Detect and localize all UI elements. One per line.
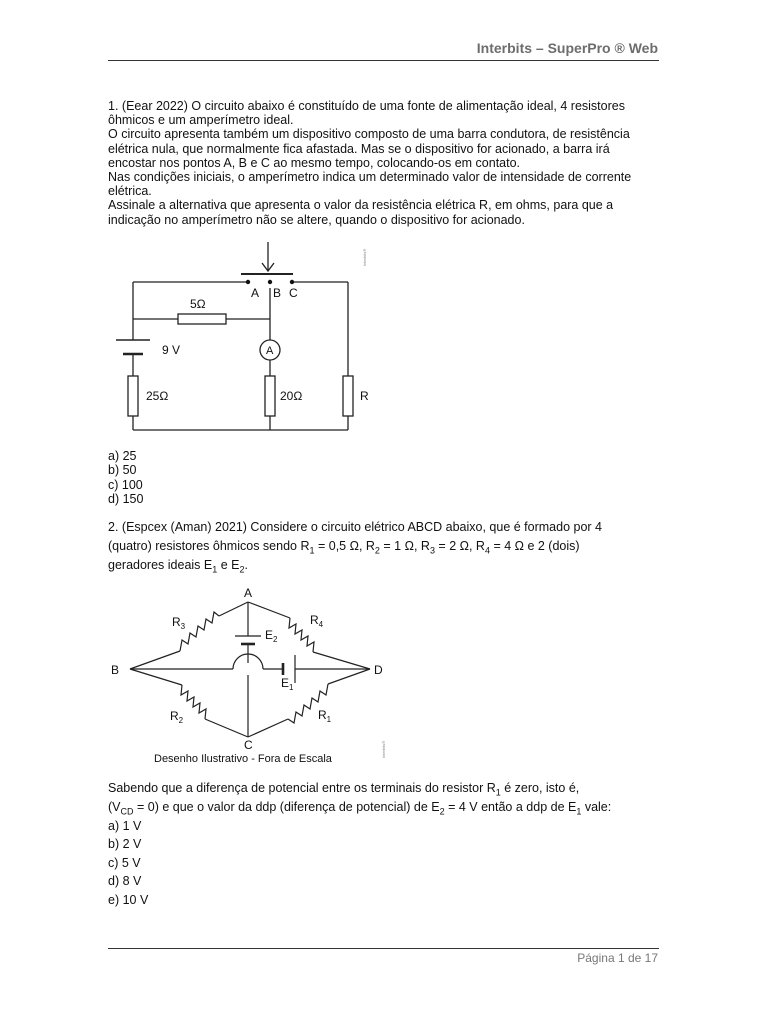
label-r3: [172, 615, 186, 631]
resistor-25ohm: [128, 376, 138, 416]
q2-after2-a: (V: [108, 800, 121, 814]
label-e2-sub: 2: [273, 635, 278, 644]
label-point-b: B: [273, 286, 282, 300]
q2-line-2: [108, 537, 660, 556]
wire-r2-top: [130, 669, 182, 685]
label-e2-main: E: [265, 628, 274, 642]
q1-line-3: O circuito apresenta também um dispositivo composto de uma barra condutora, de resistência: [108, 127, 630, 142]
label-e1: [281, 676, 294, 692]
label-node-c: C: [244, 738, 253, 752]
q2-l2-e: = 4 Ω e 2 (dois): [489, 539, 580, 553]
label-r3-sub: 3: [180, 622, 186, 631]
label-r4-sub: 4: [318, 620, 324, 629]
q1-line-1: [108, 99, 660, 113]
q2-after2-d: vale:: [581, 800, 612, 814]
label-node-d: D: [374, 663, 383, 677]
figure-2-watermark: Interbits®: [381, 740, 386, 758]
label-ammeter: A: [266, 345, 274, 357]
q2-l2-c: = 1 Ω, R: [379, 539, 430, 553]
figure-2-caption: Desenho Ilustrativo - Fora de Escala: [154, 753, 332, 763]
q2-after2-sub: CD: [120, 806, 134, 817]
wire-r2-bottom: [205, 719, 248, 737]
label-node-a: A: [244, 586, 253, 600]
label-r2-main: R: [170, 709, 179, 723]
resistor-r2: [181, 685, 206, 719]
label-point-a: A: [251, 286, 260, 300]
q1-line-9: indicação no amperímetro não se altere, quando o dispositivo for acionado.: [108, 212, 525, 227]
question-2-statement: [108, 779, 660, 817]
q2-after1-sub: 1: [495, 787, 501, 798]
q1-line-6: Nas condições iniciais, o amperímetro indica um determinado valor de intensidade de corrente: [108, 170, 632, 185]
q2-l3-c: .: [244, 558, 248, 572]
q2-option-b: b) 2 V: [108, 837, 142, 852]
q1-line-8: Assinale a alternativa que apresenta o valor da resistência elétrica R, em ohms, para que a: [108, 198, 614, 213]
question-2-text: [108, 518, 660, 575]
wire-r1-bottom: [248, 719, 288, 737]
q2-line-3: [108, 556, 660, 575]
q2-number: 2.: [108, 520, 119, 534]
resistor-r: [343, 376, 353, 416]
page-header-title: Interbits – SuperPro ® Web: [476, 40, 658, 56]
q1-line-7: elétrica.: [108, 184, 152, 199]
q1-option-b: b) 50: [108, 463, 137, 478]
question-1-options: [108, 449, 143, 506]
resistor-20ohm: [265, 376, 275, 416]
q2-after2-sub3: 1: [576, 806, 582, 817]
q2-l2-d: = 2 Ω, R: [434, 539, 485, 553]
figure-1-watermark: Interbits®: [362, 248, 367, 266]
q2-after2-sub2: 2: [439, 806, 445, 817]
wire-r1-top: [328, 669, 370, 684]
q2-after-line-2: [108, 798, 660, 817]
q2-after1-b: é zero, isto é,: [500, 781, 580, 795]
q2-option-c: c) 5 V: [108, 855, 141, 870]
header-rule: [108, 60, 659, 61]
label-e1-main: E: [281, 676, 290, 690]
q1-line-1-text: (Eear 2022) O circuito abaixo é constituído de uma fonte de alimentação ideal, 4 resistores: [118, 99, 625, 113]
circuit-diagram-2: [108, 583, 388, 763]
wire-r4-bottom: [313, 652, 370, 669]
q2-l3-b: e E: [217, 558, 240, 572]
resistor-r3: [180, 612, 219, 651]
label-r1-main: R: [318, 708, 327, 722]
wire-r3-bottom: [130, 651, 180, 669]
q2-option-a: a) 1 V: [108, 819, 142, 833]
wire-r3-top: [219, 602, 248, 616]
label-voltage: 9 V: [162, 343, 181, 357]
q2-after-line-1: [108, 779, 660, 798]
q2-option-d: d) 8 V: [108, 874, 142, 889]
q2-l2-b: = 0,5 Ω, R: [314, 539, 375, 553]
label-r3-main: R: [172, 615, 181, 629]
q2-after1-a: Sabendo que a diferença de potencial entre os terminais do resistor R: [108, 781, 496, 795]
page-number: Página 1 de 17: [577, 951, 658, 965]
q1-option-c: c) 100: [108, 477, 143, 492]
label-e2: [265, 628, 278, 644]
q2-after2-c: = 4 V então a ddp de E: [444, 800, 577, 814]
q2-l2-a: (quatro) resistores ôhmicos sendo R: [108, 539, 310, 553]
q2-option-e: e) 10 V: [108, 892, 149, 907]
q2-line-1-text: (Espcex (Aman) 2021) Considere o circuito elétrico ABCD abaixo, que é formado por 4: [118, 520, 603, 534]
q2-l2-sub3: 3: [429, 545, 435, 556]
q1-number: 1.: [108, 99, 119, 113]
question-1-text: [108, 99, 660, 227]
q2-l3-sub2: 2: [239, 564, 245, 575]
label-r-20ohm: 20Ω: [280, 389, 303, 403]
q1-line-5: encostar nos pontos A, B e C ao mesmo tempo, colocando-os em contato.: [108, 155, 521, 170]
q1-option-a: a) 25: [108, 449, 137, 463]
contact-point-a: [246, 280, 250, 284]
contact-point-b: [268, 280, 272, 284]
footer-rule: [108, 948, 659, 949]
label-e1-sub: 1: [289, 683, 294, 692]
q2-l2-sub2: 2: [374, 545, 380, 556]
q2-l2-sub1: 1: [309, 545, 315, 556]
resistor-5ohm: [178, 314, 226, 324]
q2-l2-sub4: 4: [484, 545, 490, 556]
label-r-25ohm: 25Ω: [146, 389, 169, 403]
label-r: R: [360, 389, 369, 403]
q2-line-1: [108, 518, 660, 537]
q1-line-2: ôhmicos e um amperímetro ideal.: [108, 113, 294, 128]
circuit-diagram-1: [108, 236, 370, 436]
label-r4-main: R: [310, 613, 319, 627]
label-r1-sub: 1: [326, 715, 332, 724]
label-r2: [170, 709, 184, 725]
label-node-b: B: [111, 663, 120, 677]
label-point-c: C: [289, 286, 298, 300]
q1-option-d: d) 150: [108, 491, 144, 506]
question-2-options: [108, 817, 148, 909]
label-r2-sub: 2: [178, 716, 184, 725]
label-r4: [310, 613, 324, 629]
contact-point-c: [290, 280, 294, 284]
q2-l3-a: geradores ideais E: [108, 558, 213, 572]
label-r-5ohm: 5Ω: [190, 297, 206, 311]
wire-r4-top: [248, 602, 290, 618]
q2-after2-b: = 0) e que o valor da ddp (diferença de potencial) de E: [133, 800, 440, 814]
q1-line-4: elétrica nula, que normalmente fica afastada. Mas se o dispositivo for acionado, a barra irá: [108, 141, 610, 156]
q2-l3-sub1: 1: [212, 564, 218, 575]
label-r1: [318, 708, 332, 724]
